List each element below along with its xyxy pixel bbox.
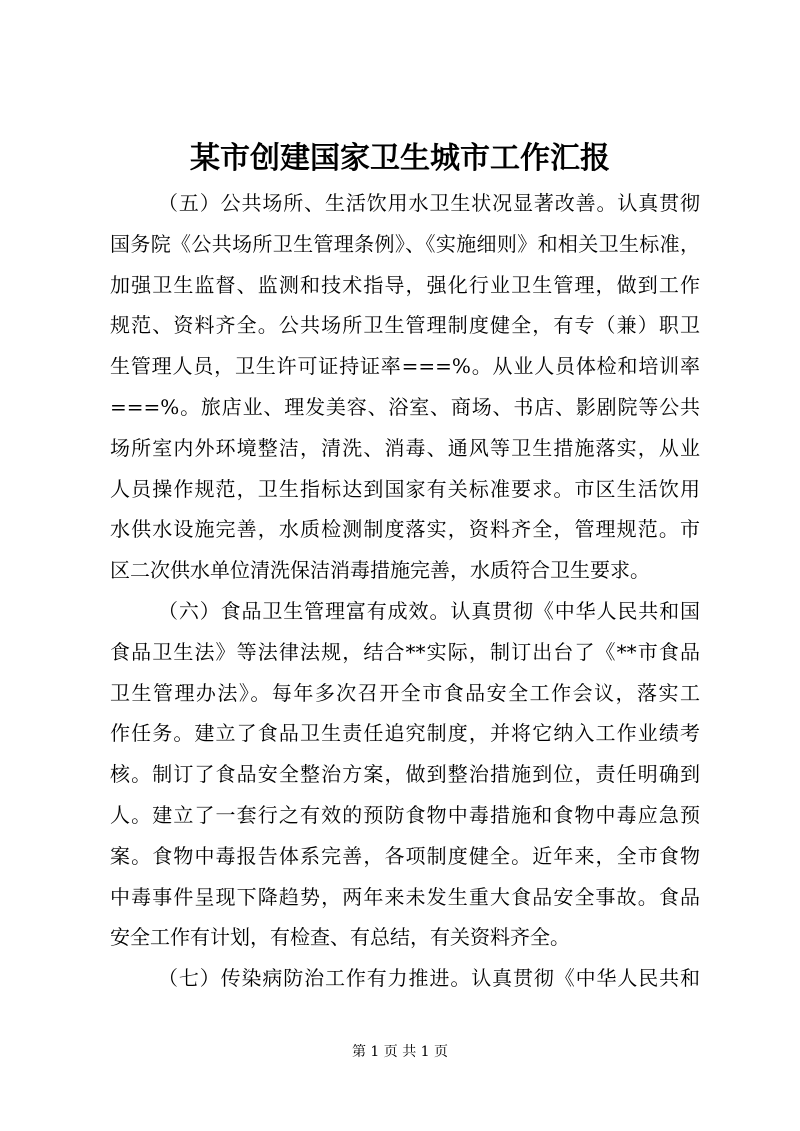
text-line: 食品卫生法》等法律法规，结合**实际，制订出台了《**市食品 (110, 639, 700, 664)
text-line: 卫生管理办法》。每年多次召开全市食品安全工作会议，落实工 (110, 680, 700, 705)
text-line: 人。建立了一套行之有效的预防食物中毒措施和食物中毒应急预 (110, 802, 700, 827)
text-line: 安全工作有计划，有检查、有总结，有关资料齐全。 (110, 925, 570, 950)
text-line: ===%。旅店业、理发美容、浴室、商场、书店、影剧院等公共 (110, 394, 700, 419)
text-line: 作任务。建立了食品卫生责任追究制度，并将它纳入工作业绩考 (110, 721, 700, 746)
paragraph-public-places (110, 183, 700, 591)
text-line: 核。制订了食品安全整治方案，做到整治措施到位，责任明确到 (110, 762, 700, 787)
paragraph-disease-control (110, 958, 700, 999)
page-footer: 第 1 页 共 1 页 (351, 1044, 449, 1060)
text-line: 场所室内外环境整洁，清洗、消毒、通风等卫生措施落实，从业 (110, 435, 700, 460)
text-line: 案。食物中毒报告体系完善，各项制度健全。近年来，全市食物 (110, 843, 700, 868)
document-title: 某市创建国家卫生城市工作汇报 (190, 141, 610, 176)
text-line: （七）传染病防治工作有力推进。认真贯彻《中华人民共和 (158, 966, 700, 990)
text-line: 加强卫生监督、监测和技术指导，强化行业卫生管理，做到工作 (110, 272, 700, 297)
text-line: 中毒事件呈现下降趋势，两年来未发生重大食品安全事故。食品 (110, 884, 700, 909)
text-line: （五）公共场所、生活饮用水卫生状况显著改善。认真贯彻 (158, 191, 700, 215)
text-line: 区二次供水单位清洗保洁消毒措施完善，水质符合卫生要求。 (110, 558, 650, 583)
text-line: 生管理人员，卫生许可证持证率===%。从业人员体检和培训率 (110, 354, 700, 379)
text-line: 规范、资料齐全。公共场所卫生管理制度健全，有专（兼）职卫 (110, 313, 700, 338)
text-line: 人员操作规范，卫生指标达到国家有关标准要求。市区生活饮用 (110, 476, 700, 501)
text-line: 国务院《公共场所卫生管理条例》、《实施细则》和相关卫生标准， (110, 231, 700, 256)
text-line: 水供水设施完善，水质检测制度落实，资料齐全，管理规范。市 (110, 517, 700, 542)
text-line: （六）食品卫生管理富有成效。认真贯彻《中华人民共和国 (158, 599, 700, 623)
paragraph-food-safety (110, 591, 700, 958)
